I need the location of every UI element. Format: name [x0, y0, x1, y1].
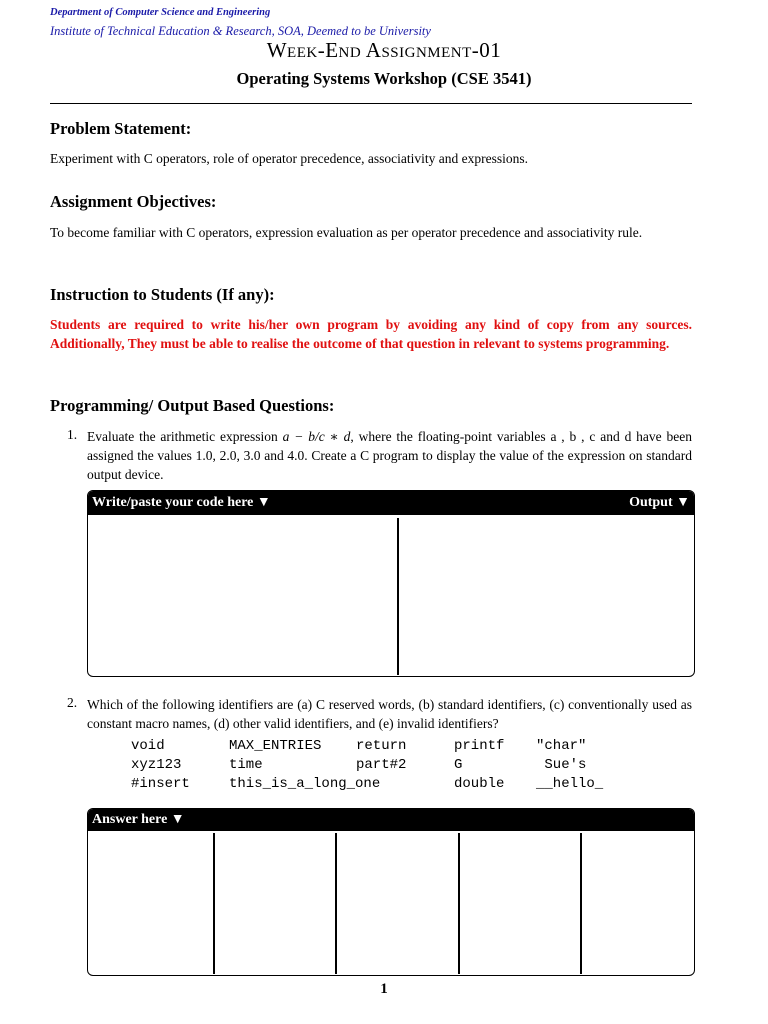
q1-answer-box [87, 490, 695, 677]
department-name: Department of Computer Science and Engineering [50, 7, 271, 18]
code-area[interactable] [88, 515, 398, 675]
problem-statement-text: Experiment with C operators, role of operator precedence, associativity and expressions. [50, 151, 528, 166]
answer-box-label: Answer here ▼ [92, 812, 185, 827]
instructions-heading: Instruction to Students (If any): [50, 285, 275, 304]
answer-divider [580, 833, 582, 974]
objectives-heading: Assignment Objectives: [50, 192, 217, 211]
code-box-label: Write/paste your code here ▼ [92, 495, 271, 510]
code-output-divider [397, 518, 399, 675]
q2-answer-box-header [88, 809, 694, 831]
identifier: part#2 [356, 757, 407, 773]
answer-column-d[interactable] [461, 831, 581, 974]
questions-heading: Programming/ Output Based Questions: [50, 396, 335, 415]
answer-column-e[interactable] [583, 831, 694, 974]
identifier: double [454, 776, 505, 792]
identifier: xyz123 [131, 757, 182, 773]
identifier: __hello_ [536, 776, 604, 792]
question-1-expression: a − b/c ∗ d [282, 429, 351, 444]
output-box-label: Output ▼ [629, 495, 690, 510]
identifier: MAX_ENTRIES [229, 738, 322, 754]
identifier: #insert [131, 776, 190, 792]
header-divider [50, 103, 692, 104]
answer-column-b[interactable] [216, 831, 336, 974]
course-subtitle: Operating Systems Workshop (CSE 3541) [236, 69, 532, 88]
identifier: "char" [536, 738, 587, 754]
answer-divider [335, 833, 337, 974]
question-2-number: 2. [67, 695, 78, 710]
answer-column-c[interactable] [338, 831, 458, 974]
question-2-text: Which of the following identifiers are (a) C reserved words, (b) standard identifiers, (c) conventionally used as constant macro names, (d) other valid identifiers, and (e) invalid identifiers? [87, 697, 692, 731]
identifier: return [356, 738, 407, 754]
institute-name: Institute of Technical Education & Research, SOA, Deemed to be University [50, 24, 431, 38]
identifier: this_is_a_long_one [229, 776, 381, 792]
answer-divider [213, 833, 215, 974]
identifier: printf [454, 738, 505, 754]
question-1-text: Evaluate the arithmetic expression a − b/c ∗ d, where the floating-point variables a , b , c and d have been assigned the values 1.0, 2.0, 3.0 and 4.0. Create a C program to display the value of the expression on standard output device. [87, 429, 692, 482]
question-1-number: 1. [67, 427, 78, 442]
answer-divider [458, 833, 460, 974]
objectives-text: To become familiar with C operators, expression evaluation as per operator precedence and associativity rule. [50, 225, 643, 240]
identifier: Sue's [536, 757, 587, 773]
problem-statement-heading: Problem Statement: [50, 119, 192, 138]
q2-answer-box [87, 808, 695, 976]
identifier: void [131, 738, 165, 754]
identifier: G [454, 757, 463, 773]
identifier-list [131, 737, 636, 794]
answer-column-a[interactable] [88, 831, 214, 974]
identifier: time [229, 757, 263, 773]
q1-answer-box-header [88, 491, 694, 515]
instructions-text: Students are required to write his/her own program by avoiding any kind of copy from any sources. Additionally, They must be able to realise the outcome of that question in relevant to systems programming. [50, 317, 692, 351]
output-area[interactable] [400, 515, 694, 675]
page-number: 1 [380, 981, 388, 997]
page-title: Week-End Assignment-01 [266, 38, 502, 62]
